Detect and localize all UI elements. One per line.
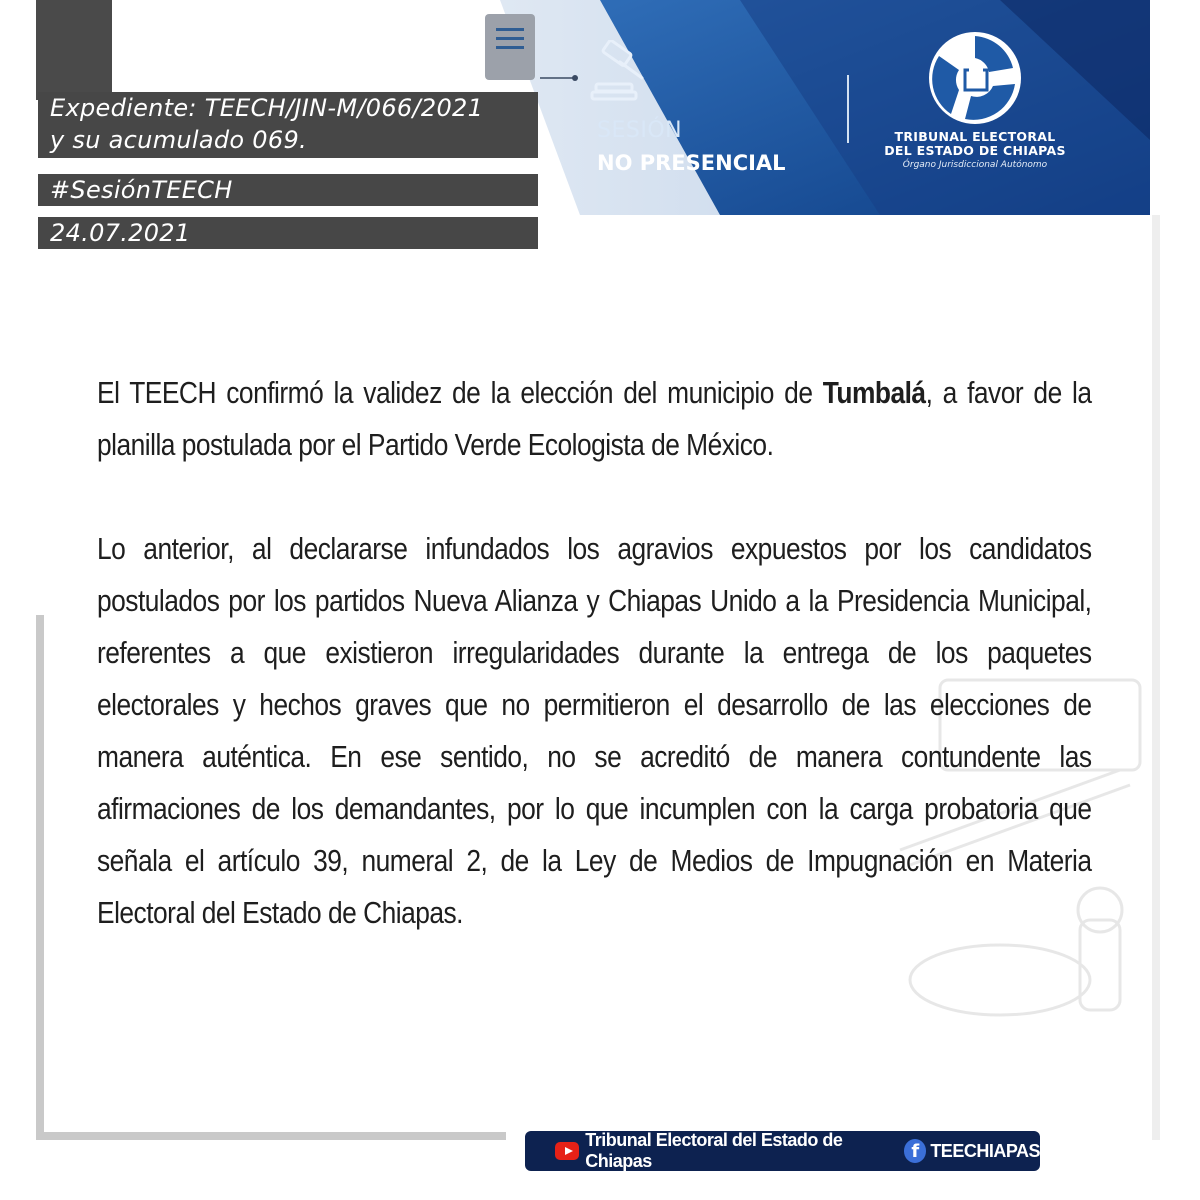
institution-subtitle: Órgano Jurisdiccional Autónomo [902,160,1048,170]
institution-line1: TRIBUNAL ELECTORAL [894,129,1056,144]
youtube-channel-label[interactable]: Tribunal Electoral del Estado de Chiapas [585,1130,843,1171]
hashtag-label: #SesiónTEECH [38,174,538,206]
date-label: 24.07.2021 [38,217,538,249]
expediente-line1: Expediente: TEECH/JIN-M/066/2021 [50,94,484,122]
youtube-icon[interactable] [555,1142,579,1160]
facebook-page-label[interactable]: TEECHIAPAS [930,1140,1040,1161]
session-mode: NO PRESENCIAL [597,151,786,175]
institution-title [880,130,1070,158]
social-footer [525,1131,1040,1171]
body-text [97,367,1092,939]
facebook-icon[interactable]: f [904,1139,926,1163]
header-right-margin [1150,0,1200,215]
teech-logo-icon [925,28,1025,128]
session-label: SESIÓN [597,118,683,143]
frame-left-line [36,615,44,1140]
paragraph-1-end: , a favor de la planilla postulada por el Partido Verde Ecologista de México. [97,375,1092,462]
paragraph-1 [97,367,1092,471]
institution-line2: DEL ESTADO DE CHIAPAS [884,143,1066,158]
document-icon [485,14,535,80]
municipality-name: Tumbalá [822,375,926,410]
gavel-icon [590,40,660,104]
expediente-line2: y su acumulado 069. [50,126,307,154]
paragraph-1-start: El TEECH confirmó la validez de la elección del municipio de [97,375,823,410]
header-divider [847,75,849,143]
frame-bottom-line [36,1132,506,1140]
connector-dot [572,75,578,81]
expediente-block [38,92,538,158]
paragraph-2: Lo anterior, al declararse infundados los agravios expuestos por los candidatos postulados por los partidos Nueva Alianza y Chiapas Unido a la Presidencia Municipal, referentes a que existieron irregularidades durante la entrega de los paquetes electorales y hechos graves que no permitieron el desarrollo de las elecciones de manera auténtica. En ese sentido, no se acreditó de manera contundente las afirmaciones de los demandantes, por lo que incumplen con la carga probatoria que señala el artículo 39, numeral 2, de la Ley de Medios de Impugnación en Materia Electoral del Estado de Chiapas. [97,531,1092,930]
